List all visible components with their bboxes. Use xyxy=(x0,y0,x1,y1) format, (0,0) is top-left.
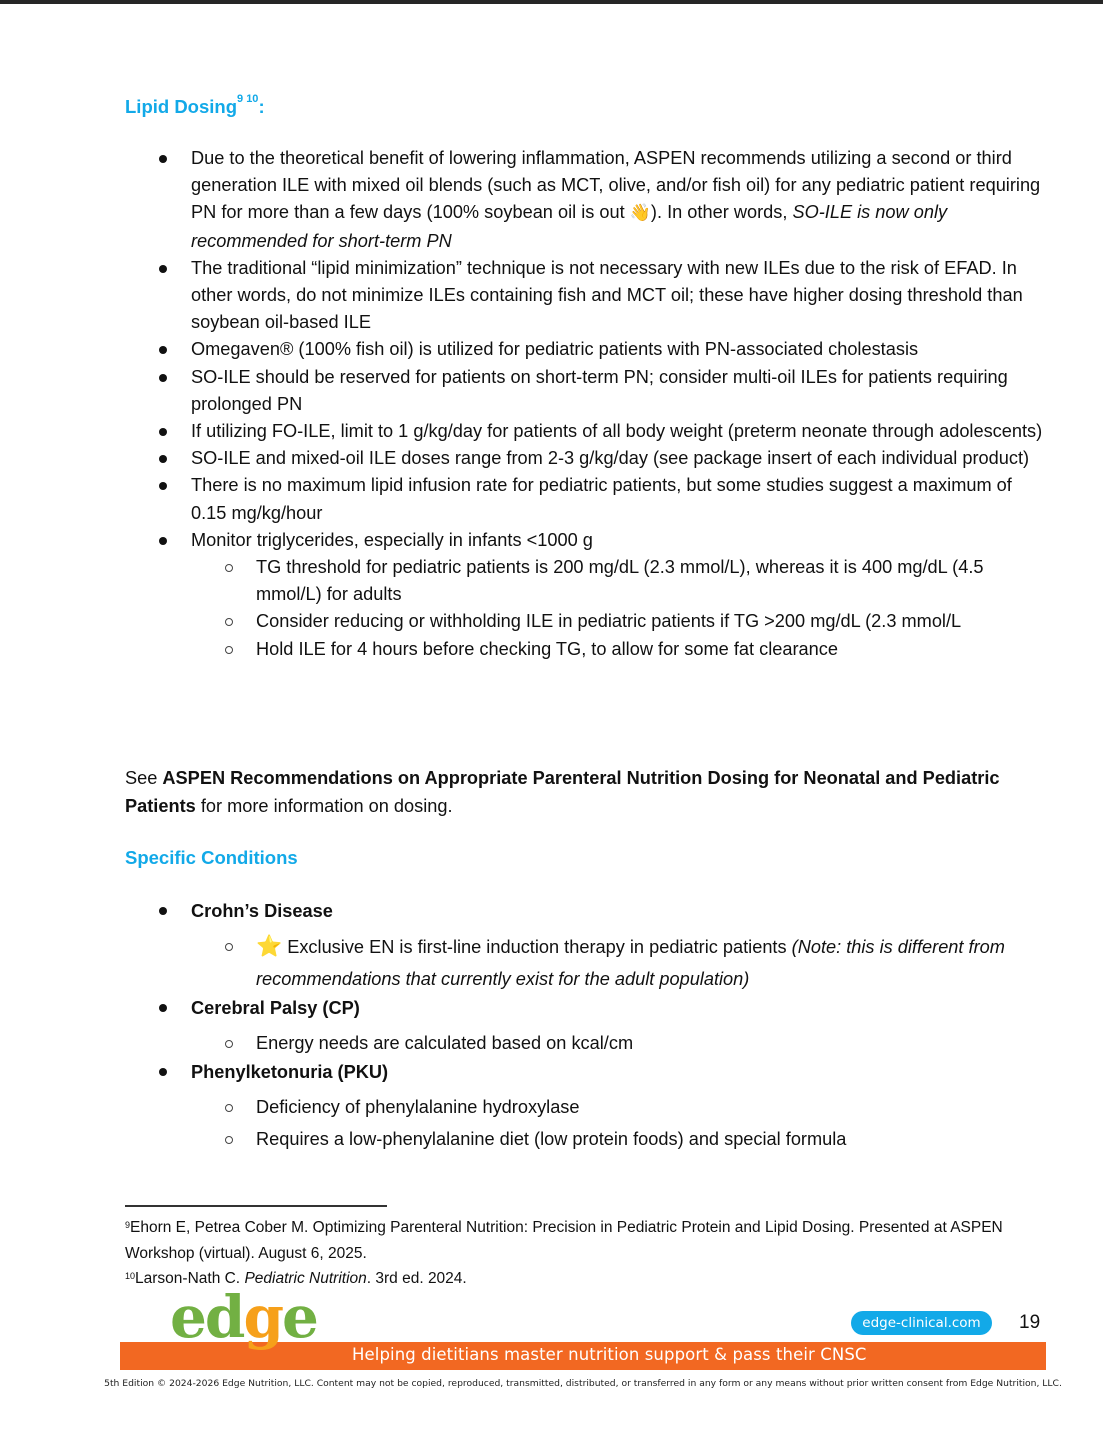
see-also-paragraph xyxy=(125,765,1025,820)
waving-hand-icon: 👋 xyxy=(629,203,651,224)
logo-letter: g xyxy=(243,1283,283,1351)
star-icon: ⭐ xyxy=(256,934,283,958)
footnote-text: Ehorn E, Petrea Cober M. Optimizing Parenteral Nutrition: Precision in Pediatric Protein and Lipid Dosing. Presented at ASPEN Workshop (virtual). August 6, 2025. xyxy=(125,1219,1003,1262)
copyright-notice: 5th Edition © 2024-2026 Edge Nutrition, LLC. Content may not be copied, reproduced, transmitted, distributed, or transferred in any form or any means without prior written consent from Edge Nutrition, LLC. xyxy=(104,1378,1062,1389)
list-item: SO-ILE should be reserved for patients on short-term PN; consider multi-oil ILEs for patients requiring prolonged PN xyxy=(125,364,1045,418)
aspen-reference-title: ASPEN Recommendations on Appropriate Parenteral Nutrition Dosing for Neonatal and Pediatric Patients xyxy=(125,768,1000,816)
sub-list-item: TG threshold for pediatric patients is 200 mg/dL (2.3 mmol/L), whereas it is 400 mg/dL (4.5 mmol/L) for adults xyxy=(125,554,1045,608)
heading-specific-conditions: Specific Conditions xyxy=(125,847,298,868)
condition-pku: Phenylketonuria (PKU) xyxy=(125,1059,1045,1086)
sub-item-italic-note: (Note: this is different from recommendations that currently exist for the adult population) xyxy=(256,937,1005,989)
footnote-text: Larson-Nath C. xyxy=(135,1270,245,1287)
list-item: Omegaven® (100% fish oil) is utilized for pediatric patients with PN-associated cholestasis xyxy=(125,336,1045,363)
list-item: There is no maximum lipid infusion rate for pediatric patients, but some studies suggest a maximum of 0.15 mg/kg/hour xyxy=(125,472,1045,526)
footer-tagline: Helping dietitians master nutrition support & pass their CNSC xyxy=(352,1345,867,1364)
website-link[interactable]: edge-clinical.com xyxy=(851,1311,992,1335)
sub-list-item: Hold ILE for 4 hours before checking TG, to allow for some fat clearance xyxy=(125,636,1045,663)
bullet-italic-text: SO-ILE is now only recommended for short-term PN xyxy=(191,202,948,251)
logo-letter: d xyxy=(204,1283,244,1351)
edge-logo xyxy=(170,1283,317,1351)
footnote-book-title: Pediatric Nutrition xyxy=(244,1270,367,1287)
logo-letter: e xyxy=(170,1283,205,1351)
sub-list-item xyxy=(125,930,1045,995)
page-number: 19 xyxy=(1019,1312,1041,1333)
bullet-text: Monitor triglycerides, especially in infants <1000 g xyxy=(191,529,593,550)
condition-crohns: Crohn’s Disease xyxy=(125,898,1045,925)
list-item: SO-ILE and mixed-oil ILE doses range from 2-3 g/kg/day (see package insert of each individual product) xyxy=(125,445,1045,472)
footnote-number: 10 xyxy=(125,1271,136,1281)
sub-list-item: Energy needs are calculated based on kcal/cm xyxy=(125,1027,1045,1059)
footnote-number: 9 xyxy=(125,1220,131,1230)
list-item: The traditional “lipid minimization” technique is not necessary with new ILEs due to the risk of EFAD. In other words, do not minimize ILEs containing fish and MCT oil; these have higher dosing threshold than soybean oil-based ILE xyxy=(125,255,1045,337)
sub-list-item: Deficiency of phenylalanine hydroxylase xyxy=(125,1091,1045,1123)
sub-list-item: Requires a low-phenylalanine diet (low protein foods) and special formula xyxy=(125,1123,1045,1155)
see-also-suffix: for more information on dosing. xyxy=(195,795,453,816)
footnotes xyxy=(125,1215,1025,1292)
sub-list-item: Consider reducing or withholding ILE in pediatric patients if TG >200 mg/dL (2.3 mmol/L xyxy=(125,608,1045,635)
logo-letter: e xyxy=(282,1283,317,1351)
lipid-dosing-list xyxy=(125,145,1045,663)
bullet-text: Due to the theoretical benefit of lowering inflammation, ASPEN recommends utilizing a second or third generation ILE with mixed oil blends (such as MCT, olive, and/or fish oil) for any pediatric patient requiring PN for more than a few days (100% soybean oil is out xyxy=(191,148,1041,223)
see-also-prefix: See xyxy=(125,768,163,788)
window-top-bar xyxy=(0,0,1103,4)
list-item xyxy=(125,145,1045,255)
condition-cerebral-palsy: Cerebral Palsy (CP) xyxy=(125,995,1045,1022)
heading-text: Lipid Dosing xyxy=(125,96,238,117)
bullet-text: ). In other words, xyxy=(650,202,793,223)
heading-lipid-dosing xyxy=(125,93,265,118)
footnote-divider xyxy=(125,1205,387,1207)
specific-conditions-list xyxy=(125,898,1045,1155)
sub-item-text: Exclusive EN is first-line induction therapy in pediatric patients xyxy=(282,937,792,957)
list-item xyxy=(125,527,1045,554)
heading-colon: : xyxy=(258,96,265,117)
list-item: If utilizing FO-ILE, limit to 1 g/kg/day for patients of all body weight (preterm neonate through adolescents) xyxy=(125,418,1045,445)
footnote-refs[interactable]: 9 10 xyxy=(237,93,259,105)
footnote-9 xyxy=(125,1215,1025,1266)
footnote-text: . 3rd ed. 2024. xyxy=(366,1270,467,1287)
